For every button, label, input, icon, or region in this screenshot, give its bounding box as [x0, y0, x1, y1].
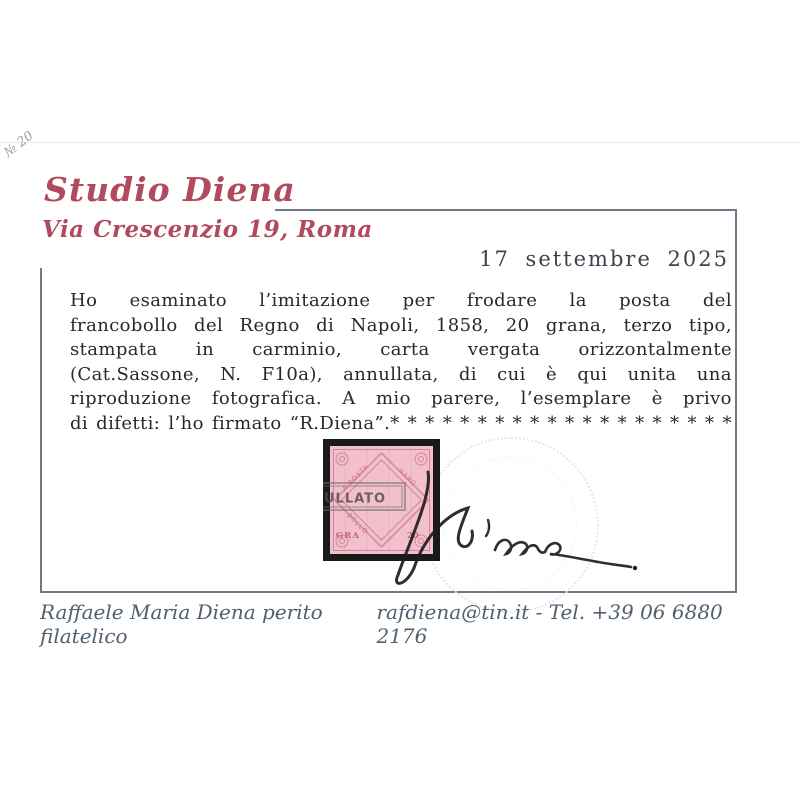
- certificate-text: [70, 290, 732, 438]
- certificate-text-line: Ho esaminato l’imitazione per frodare la posta del: [70, 290, 732, 311]
- stamp-legend-top-left: A POSTA: [340, 462, 371, 493]
- frame-top-line: [275, 209, 737, 211]
- stamp-legend-bottom-left: BOLLO: [345, 511, 370, 536]
- certificate-text-line: (Cat.Sassone, N. F10a), annullata, di cui è qui unita una: [70, 363, 732, 385]
- expert-signature: [380, 450, 650, 590]
- footer-contact-info: rafdiena@tin.it - Tel. +39 06 6880 2176: [376, 600, 723, 648]
- certificate-text-line: riproduzione fotografica. A mio parere, l’esemplare è privo: [70, 388, 732, 410]
- footer-expert-name: Raffaele Maria Diena perito filatelico: [40, 600, 323, 648]
- frame-bottom-line: [40, 591, 737, 593]
- stamp-value-label: GRA: [336, 531, 360, 541]
- certificate-text-line: francobollo del Regno di Napoli, 1858, 20 grana, terzo tipo,: [70, 314, 732, 336]
- stamp-legend-top-right: NAPO: [396, 466, 419, 489]
- pencil-archive-note: № 20: [1, 128, 37, 161]
- frame-left-line: [40, 268, 42, 591]
- stamp-value-number: 20: [407, 531, 419, 541]
- stamp-cancel-text: ULLATO: [324, 491, 387, 507]
- certificate-text-line: di difetti: l’ho firmato “R.Diena”.* * * * * * * * * * * * * * * * * * * *: [70, 412, 732, 434]
- footer: [40, 600, 737, 648]
- letterhead-address: Via Crescenzio 19, Roma: [42, 216, 373, 243]
- card-top-edge: [0, 142, 800, 143]
- letterhead-studio-name: Studio Diena: [44, 170, 296, 209]
- certificate-date: 17 settembre 2025: [479, 247, 729, 271]
- certificate-text-line: stampata in carminio, carta vergata orizzontalmente: [70, 339, 732, 361]
- frame-right-line: [735, 209, 737, 593]
